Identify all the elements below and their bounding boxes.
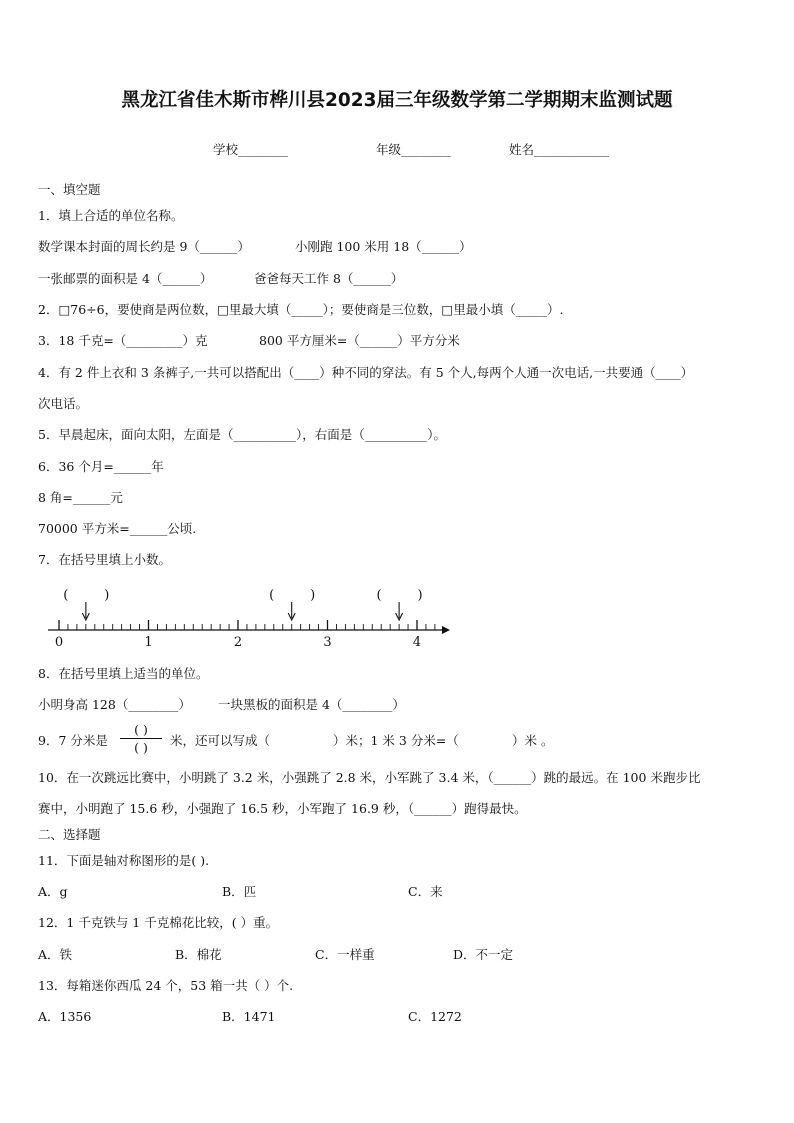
question-8b: 一块黑板的面积是 4（________）	[218, 697, 405, 712]
grade-field: 年级________	[376, 142, 452, 157]
answer-bracket-open: (	[269, 588, 275, 603]
question-1c: 一张邮票的面积是 4（______）	[38, 271, 213, 286]
question-1d: 爸爸每天工作 8（______）	[254, 271, 404, 286]
question-3b: 800 平方厘米=（______）平方分米	[259, 333, 460, 348]
answer-bracket-close: )	[310, 588, 316, 603]
fraction-denominator: ( )	[134, 740, 148, 755]
question-11-option-a: A．g	[38, 884, 68, 899]
number-line-label: 2	[233, 635, 243, 650]
question-4a: 4．有 2 件上衣和 3 条裤子,一共可以搭配出（____）种不同的穿法。有 5 个人,每两个人通一次电话,一共要通（____）	[38, 365, 694, 380]
question-13: 13．每箱迷你西瓜 24 个，53 箱一共（ ）个.	[38, 978, 294, 993]
question-9a: 9．7 分米是	[38, 733, 108, 748]
number-line-label: 0	[54, 635, 64, 650]
name-field: 姓名____________	[509, 142, 610, 157]
question-5: 5．早晨起床，面向太阳，左面是（__________），右面是（__________）。	[38, 427, 446, 442]
answer-bracket-close: )	[104, 588, 110, 603]
question-1: 1．填上合适的单位名称。	[38, 208, 184, 223]
number-line-label: 4	[412, 635, 422, 650]
question-3a: 3．18 千克=（_________）克	[38, 333, 208, 348]
question-13-option-b: B．1471	[222, 1009, 276, 1024]
question-8: 8．在括号里填上适当的单位。	[38, 666, 209, 681]
fraction-bar	[120, 738, 162, 739]
question-9b: 米，还可以写成（	[170, 733, 271, 748]
number-line-label: 3	[323, 635, 332, 650]
question-13-option-c: C．1272	[408, 1009, 462, 1024]
fraction-numerator: ( )	[134, 722, 148, 737]
question-9c: ）米；1 米 3 分米=（	[333, 733, 459, 748]
school-field: 学校________	[213, 142, 289, 157]
question-8a: 小明身高 128（________）	[38, 697, 191, 712]
question-13-option-a: A．1356	[38, 1009, 92, 1024]
question-11: 11．下面是轴对称图形的是( ).	[38, 853, 210, 868]
question-12-option-b: B．棉花	[175, 947, 222, 962]
question-12-option-c: C．一样重	[315, 947, 375, 962]
question-1a: 数学课本封面的周长约是 9（______）	[38, 239, 250, 254]
question-4b: 次电话。	[38, 396, 89, 411]
page-title: 黑龙江省佳木斯市桦川县2023届三年级数学第二学期期末监测试题	[121, 90, 673, 111]
fraction	[116, 722, 166, 755]
answer-bracket-close: )	[417, 588, 423, 603]
question-1b: 小刚跑 100 米用 18（______）	[295, 239, 472, 254]
answer-bracket-open: (	[63, 588, 69, 603]
question-2: 2．□76÷6，要使商是两位数，□里最大填（_____）；要使商是三位数，□里最小填（_____）.	[38, 302, 564, 317]
question-12: 12．1 千克铁与 1 千克棉花比较，( ）重。	[38, 915, 279, 930]
question-9d: ）米 。	[512, 733, 554, 748]
question-6c: 70000 平方米=______公顷.	[38, 521, 197, 536]
question-6b: 8 角=______元	[38, 490, 123, 505]
question-10a: 10．在一次跳远比赛中，小明跳了 3.2 米，小强跳了 2.8 米，小军跳了 3.4 米，（______）跳的最远。在 100 米跑步比	[38, 770, 701, 785]
section-choice: 二、选择题	[38, 827, 101, 842]
question-11-option-b: B．匹	[222, 884, 257, 899]
question-6a: 6．36 个月=______年	[38, 459, 164, 474]
number-line-label: 1	[144, 635, 153, 650]
question-11-option-c: C．来	[408, 884, 443, 899]
number-line-arrowhead	[442, 626, 450, 634]
section-fill-in: 一、填空题	[38, 182, 101, 197]
question-12-option-a: A．铁	[38, 947, 73, 962]
question-12-option-d: D．不一定	[453, 947, 514, 962]
answer-bracket-open: (	[376, 588, 382, 603]
question-7: 7．在括号里填上小数。	[38, 552, 171, 567]
question-10b: 赛中，小明跑了 15.6 秒，小强跑了 16.5 秒，小军跑了 16.9 秒，（______）跑得最快。	[38, 801, 527, 816]
number-line	[38, 582, 458, 652]
